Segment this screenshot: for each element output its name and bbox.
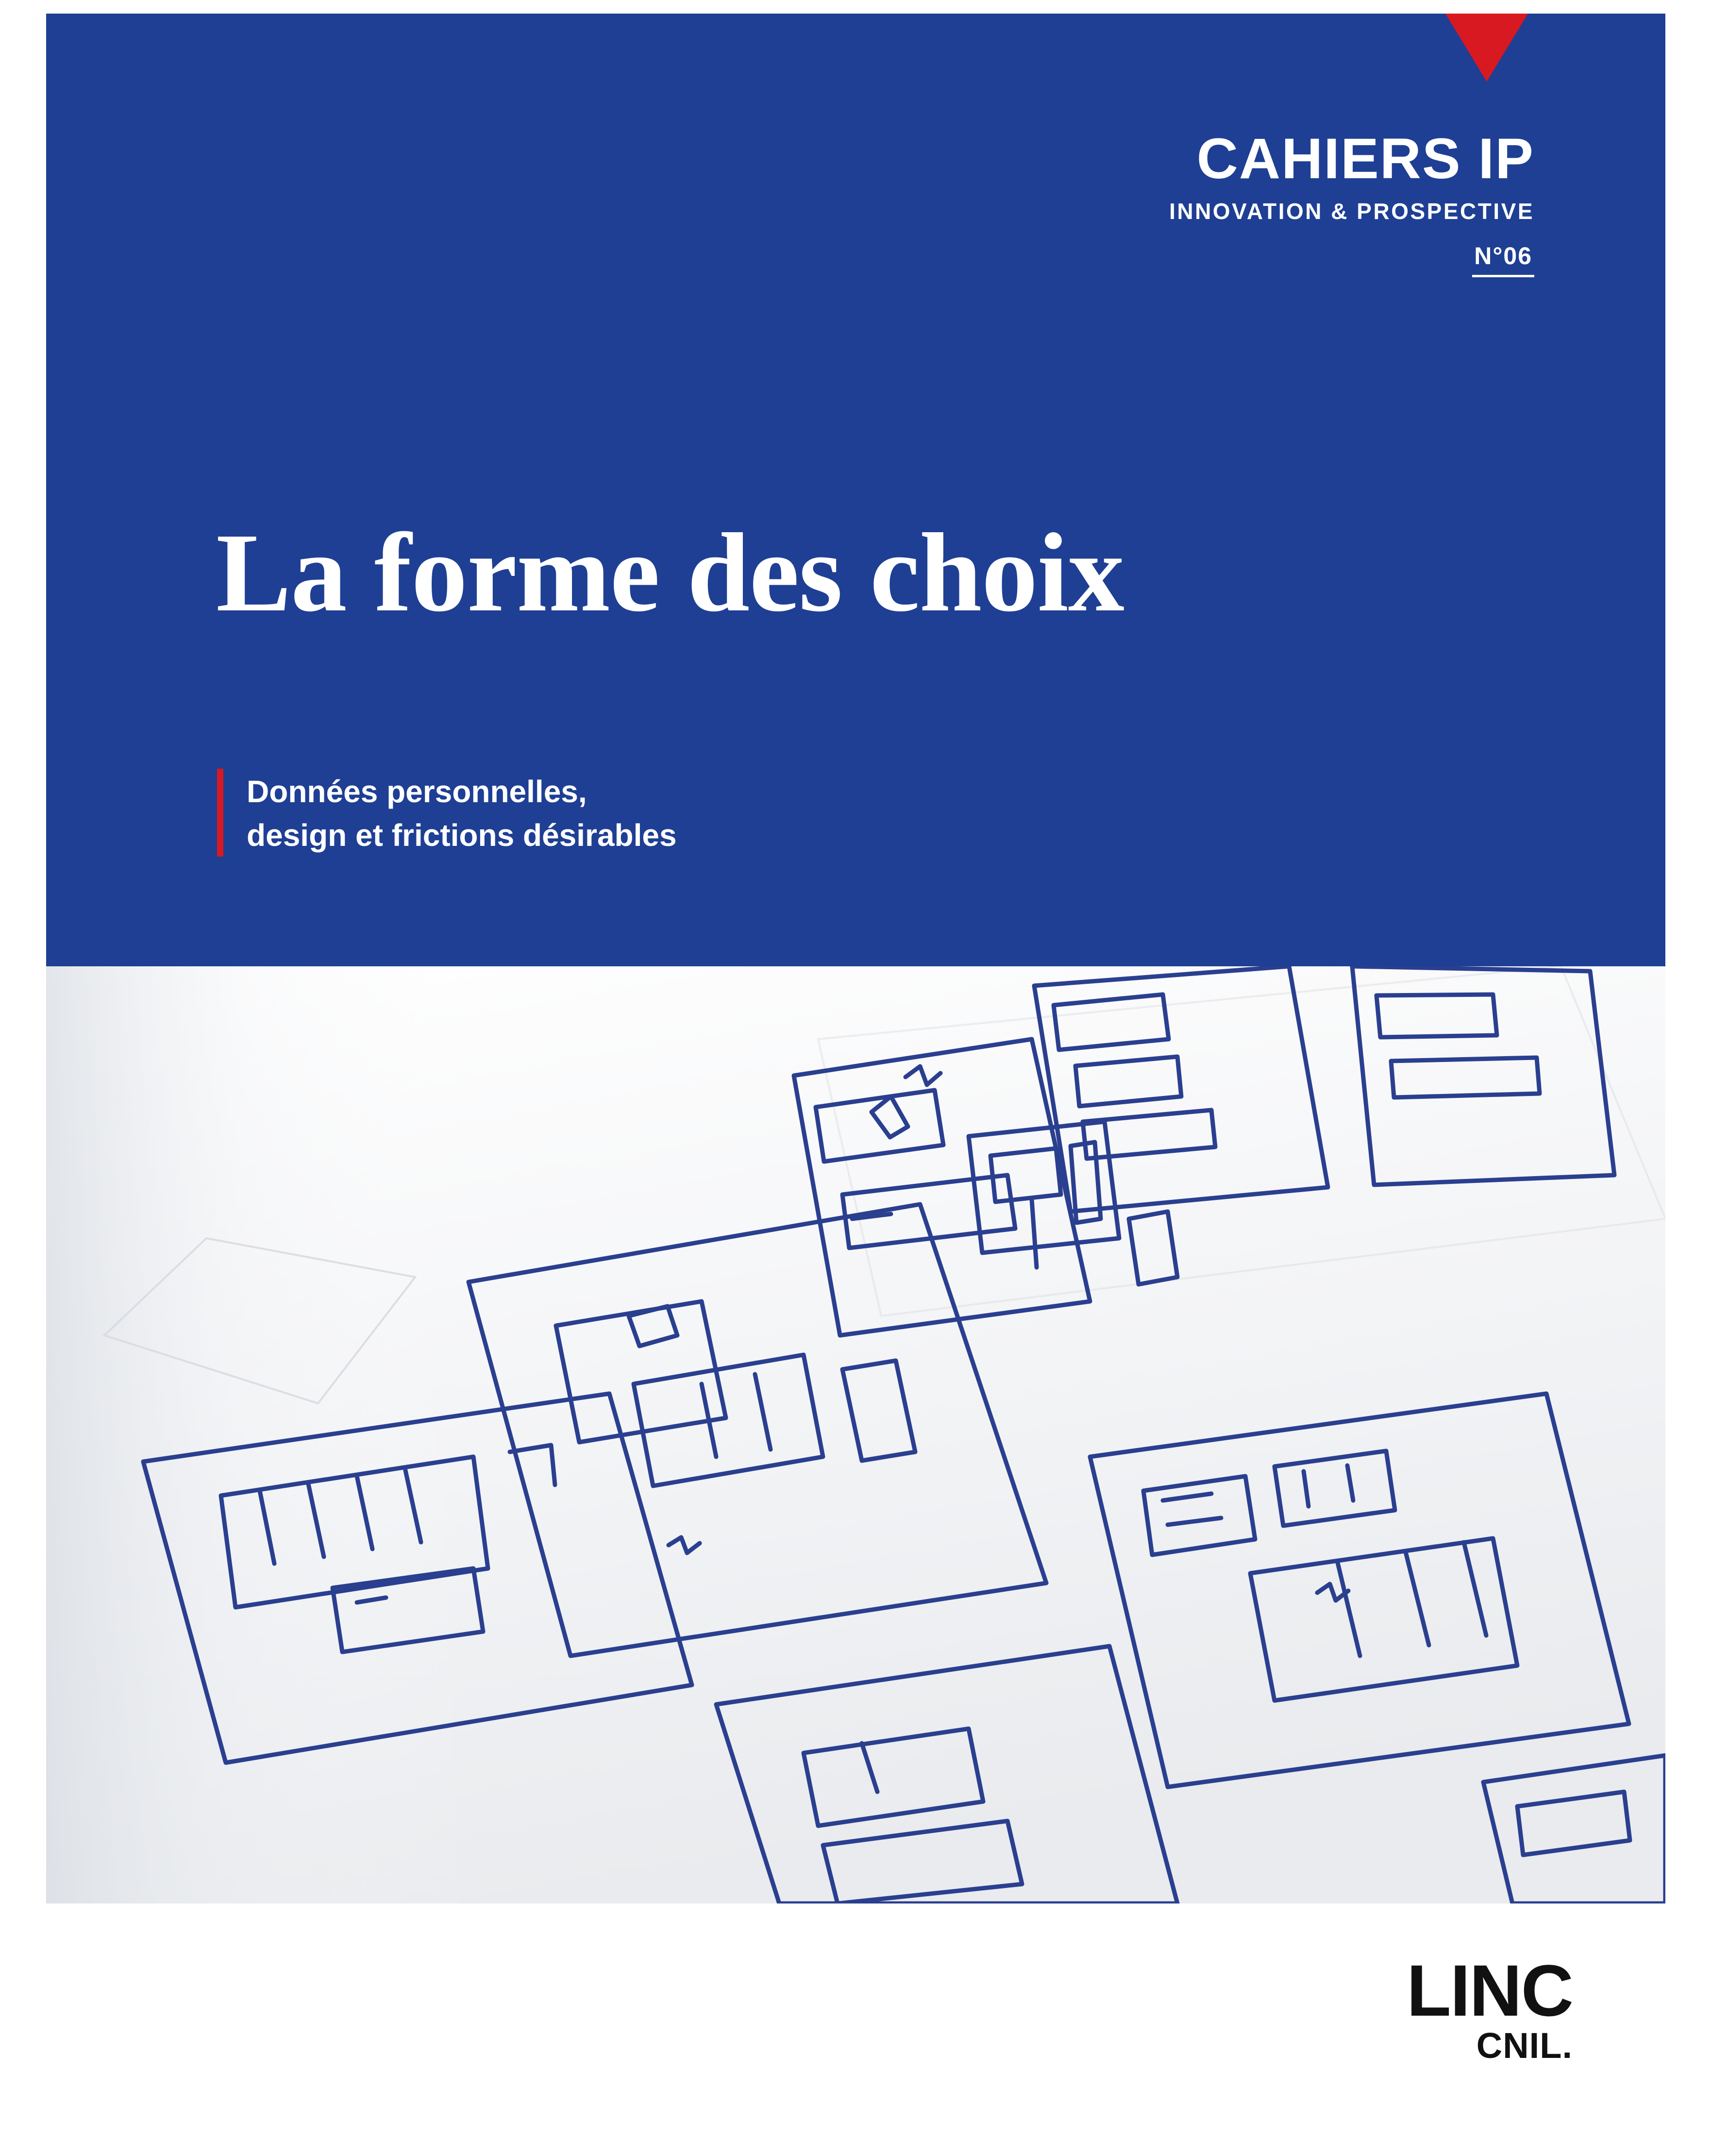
- brand-block: [1169, 127, 1534, 277]
- triangle-down-icon: [1445, 14, 1528, 82]
- brand-title: CAHIERS IP: [1196, 127, 1534, 191]
- cover-subtitle-line1: Données personnelles,: [247, 774, 587, 809]
- sketch-illustration: [46, 966, 1665, 1903]
- issue-number: N°06: [1472, 242, 1534, 277]
- logo-cnil-text: CNIL.: [1476, 2025, 1573, 2066]
- publisher-logo: [1407, 1950, 1573, 2066]
- subtitle-accent-bar: [217, 769, 223, 857]
- cover-subtitle-line2: design et frictions désirables: [247, 818, 677, 853]
- brand-subtitle: INNOVATION & PROSPECTIVE: [1169, 199, 1534, 224]
- cover-header-panel: [46, 14, 1665, 966]
- logo-linc-text: LINC: [1407, 1950, 1573, 2031]
- issue-number-wrap: [1169, 242, 1534, 277]
- cover-photograph: [46, 966, 1665, 1903]
- page-title: La forme des choix: [216, 510, 1124, 635]
- cover-subtitle-block: [217, 769, 677, 857]
